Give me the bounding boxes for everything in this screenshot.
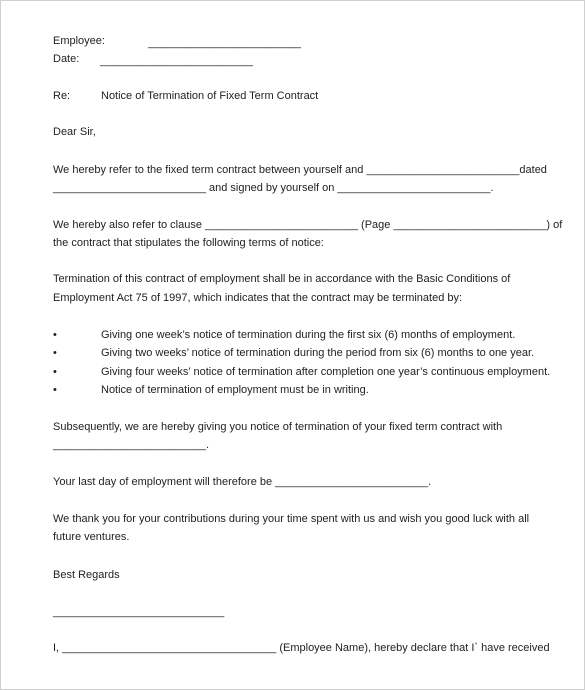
para4-line1: Subsequently, we are hereby giving you notice of termination of your fixed term contract with: [53, 421, 503, 433]
closing: Best Regards: [53, 569, 120, 581]
para6-line2: future ventures.: [53, 531, 130, 543]
para3-line1: Termination of this contract of employment shall be in accordance with the Basic Conditions of: [53, 273, 511, 285]
re-subject: Notice of Termination of Fixed Term Contract: [101, 90, 319, 102]
bullet-item: Giving two weeks’ notice of termination during the period from six (6) months to one year.: [101, 347, 535, 359]
para5: Your last day of employment will therefore be _________________________.: [53, 476, 432, 488]
re-label: Re:: [53, 90, 71, 102]
bullet-marker: •: [53, 329, 57, 341]
para4-line2: _________________________.: [53, 439, 209, 451]
bullet-item: Giving four weeks’ notice of termination after completion one year’s continuous employment.: [101, 366, 551, 378]
date-label: Date:: [53, 53, 80, 65]
para1-line1: We hereby refer to the fixed term contract between yourself and _________________________dated: [53, 164, 547, 176]
bullet-marker: •: [53, 384, 57, 396]
signature-line: ____________________________: [53, 606, 225, 618]
bullet-marker: •: [53, 347, 57, 359]
employee-label: Employee:: [53, 35, 105, 47]
bullet-item: Giving one week’s notice of termination during the first six (6) months of employment.: [101, 329, 516, 341]
declaration-line: I, ___________________________________ (Employee Name), hereby declare that I` have received: [53, 642, 550, 654]
para2-line2: the contract that stipulates the following terms of notice:: [53, 237, 324, 249]
bullet-item: Notice of termination of employment must be in writing.: [101, 384, 369, 396]
salutation: Dear Sir,: [53, 126, 96, 138]
employee-blank: _________________________: [148, 37, 301, 49]
para3-line2: Employment Act 75 of 1997, which indicates that the contract may be terminated by:: [53, 292, 463, 304]
para1-line2: _________________________ and signed by yourself on _________________________.: [53, 182, 494, 194]
bullet-marker: •: [53, 366, 57, 378]
para2-line1: We hereby also refer to clause _________________________ (Page _________________________) of: [53, 219, 563, 231]
para6-line1: We thank you for your contributions during your time spent with us and wish you good luck with all: [53, 513, 530, 525]
date-blank: _________________________: [100, 55, 253, 67]
